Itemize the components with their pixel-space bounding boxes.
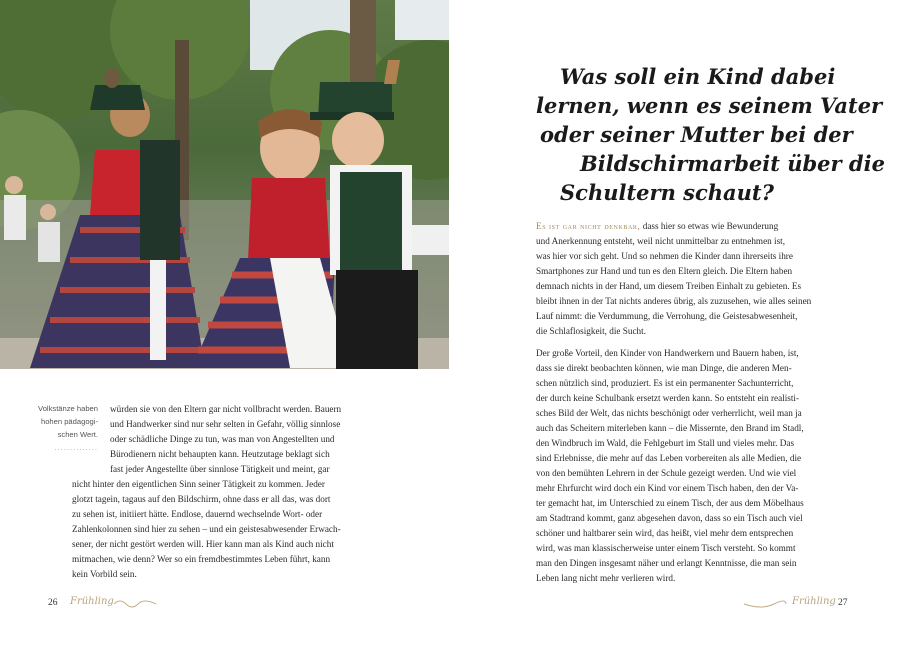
- left-body-text: [72, 402, 364, 582]
- body-line: Smartphones zur Hand und tun es den Eltern gleich. Die Eltern haben: [536, 266, 793, 276]
- body-line: die Schlaflosigkeit, die Sucht.: [536, 326, 646, 336]
- body-line: kein Vorbild sein.: [72, 569, 137, 579]
- paragraph-2: [536, 346, 840, 586]
- body-line: was hier vor sich geht. Und so nehmen die Kinder dann ihrerseits ihre: [536, 251, 793, 261]
- body-line: bleibt ihnen in der Tat nichts anderes übrig, als zuzusehen, wie alles seinen: [536, 296, 812, 306]
- margin-note-line: schen Wert.: [57, 430, 98, 439]
- body-line: sches Bild der Welt, das nichts beschönigt oder verherrlicht, weil man ja: [536, 408, 802, 418]
- body-line: auch das Scheitern miterleben kann – die Missernte, den Brand im Stadl,: [536, 423, 804, 433]
- body-line: würden sie von den Eltern gar nicht vollbracht werden. Bauern: [110, 404, 342, 414]
- headline-line: Bildschirmarbeit über die: [580, 151, 885, 176]
- body-line: Zahlenkolonnen sind hier zu sehen – und ein geistesabwesender Erwach-: [72, 524, 341, 534]
- body-line: mehr Ehrfurcht wird doch ein Kind vor einem Tisch haben, den der Va-: [536, 483, 799, 493]
- body-line: mitmachen, wie denn? Wer so ein fremdbestimmtes Leben führt, kann: [72, 554, 331, 564]
- body-line: der durch keine Schulbank ersetzt werden kann. So entsteht ein realisti-: [536, 393, 800, 403]
- body-line: zu sehen ist, initiiert hätte. Endlose, dauernd wechselnde Wort- oder: [72, 509, 323, 519]
- body-line: und Handwerker sind nur sehr selten in Gefahr, völlig sinnlose: [110, 419, 341, 429]
- lead-in-smallcaps: Es ist gar nicht denkbar,: [536, 221, 641, 231]
- season-label-right: Frühling: [792, 596, 836, 607]
- swirl-ornament-icon: [112, 598, 158, 610]
- body-line: man den Dingen insgesamt näher und erlangt Kenntnisse, die man sein: [536, 558, 797, 568]
- body-line: Bürodienern nicht behaupten kann. Heutzutage beklagt sich: [110, 449, 330, 459]
- body-line: und Anerkennung entsteht, weil nicht unmittelbar zu entnehmen ist,: [536, 236, 786, 246]
- body-line: nicht hinter den eigentlichen Sinn seiner Tätigkeit zu kommen. Jeder: [72, 479, 325, 489]
- page-number-left: 26: [48, 598, 58, 608]
- margin-note-line: Volkstänze haben: [38, 404, 98, 413]
- body-line: am Stadtrand kommt, ganz abgesehen davon, dass so ein Tisch auch viel: [536, 513, 803, 523]
- swirl-ornament-icon: [742, 598, 788, 610]
- page-number-right: 27: [838, 598, 848, 608]
- body-line: sener, der nicht gestört werden will. Hier kann man als Kind auch nicht: [72, 539, 334, 549]
- body-line: glotzt tagein, tagaus auf den Bildschirm, ohne dass er all das, was dort: [72, 494, 331, 504]
- body-line: wird, was man klassischerweise unter einem Tisch versteht. So kommt: [536, 543, 796, 553]
- body-line: Lauf nimmt: die Verdummung, die Verrohung, die Geistesabwesenheit,: [536, 311, 798, 321]
- body-line: von den bemühten Lehrern in der Schule gezeigt werden. Und wie viel: [536, 468, 797, 478]
- headline-line: Schultern schaut?: [560, 180, 774, 205]
- headline-line: lernen, wenn es seinem Vater: [536, 93, 883, 118]
- headline-line: oder seiner Mutter bei der: [540, 122, 853, 147]
- body-line: ter gemacht hat, im Unterschied zu einem Tisch, der aus dem Möbelhaus: [536, 498, 804, 508]
- margin-note-line: hohen pädagogi-: [40, 417, 98, 426]
- body-line: [536, 219, 840, 234]
- margin-note-dots: ..............: [54, 443, 98, 452]
- body-line: sind Erlebnisse, die mehr auf das Leben vorbereiten als alle Medien, die: [536, 453, 802, 463]
- paragraph-1: [536, 219, 840, 339]
- dancing-children-photo: [0, 0, 449, 369]
- body-line: den Windbruch im Wald, die Fehlgeburt im Stall und vieles mehr. Das: [536, 438, 795, 448]
- body-line: Der große Vorteil, den Kinder von Handwerkern und Bauern haben, ist,: [536, 348, 799, 358]
- headline-line: Was soll ein Kind dabei: [560, 64, 836, 89]
- pull-quote-headline: [536, 62, 885, 207]
- body-line: oder schädliche Dinge zu tun, was man von Angestellten und: [110, 434, 335, 444]
- body-line: fast jeder Angestellte über sinnlose Tätigkeit und meint, gar: [110, 464, 330, 474]
- body-line: demnach nichts in der Hand, um diesem Treiben Einhalt zu gebieten. Es: [536, 281, 802, 291]
- body-line: Leben lang nicht mehr verlieren wird.: [536, 573, 676, 583]
- body-line: schen nützlich sind, produziert. Es ist ein permanenter Sachunterricht,: [536, 378, 794, 388]
- photo-illustration: [0, 0, 449, 369]
- body-line: schöner und haltbarer sein wird, das heißt, viel mehr dem entsprechen: [536, 528, 794, 538]
- season-label-left: Frühling: [70, 596, 114, 607]
- lead-in-rest: dass hier so etwas wie Bewunderung: [640, 221, 779, 231]
- body-line: dass sie direkt beobachten können, wie man Dinge, die anderen Men-: [536, 363, 792, 373]
